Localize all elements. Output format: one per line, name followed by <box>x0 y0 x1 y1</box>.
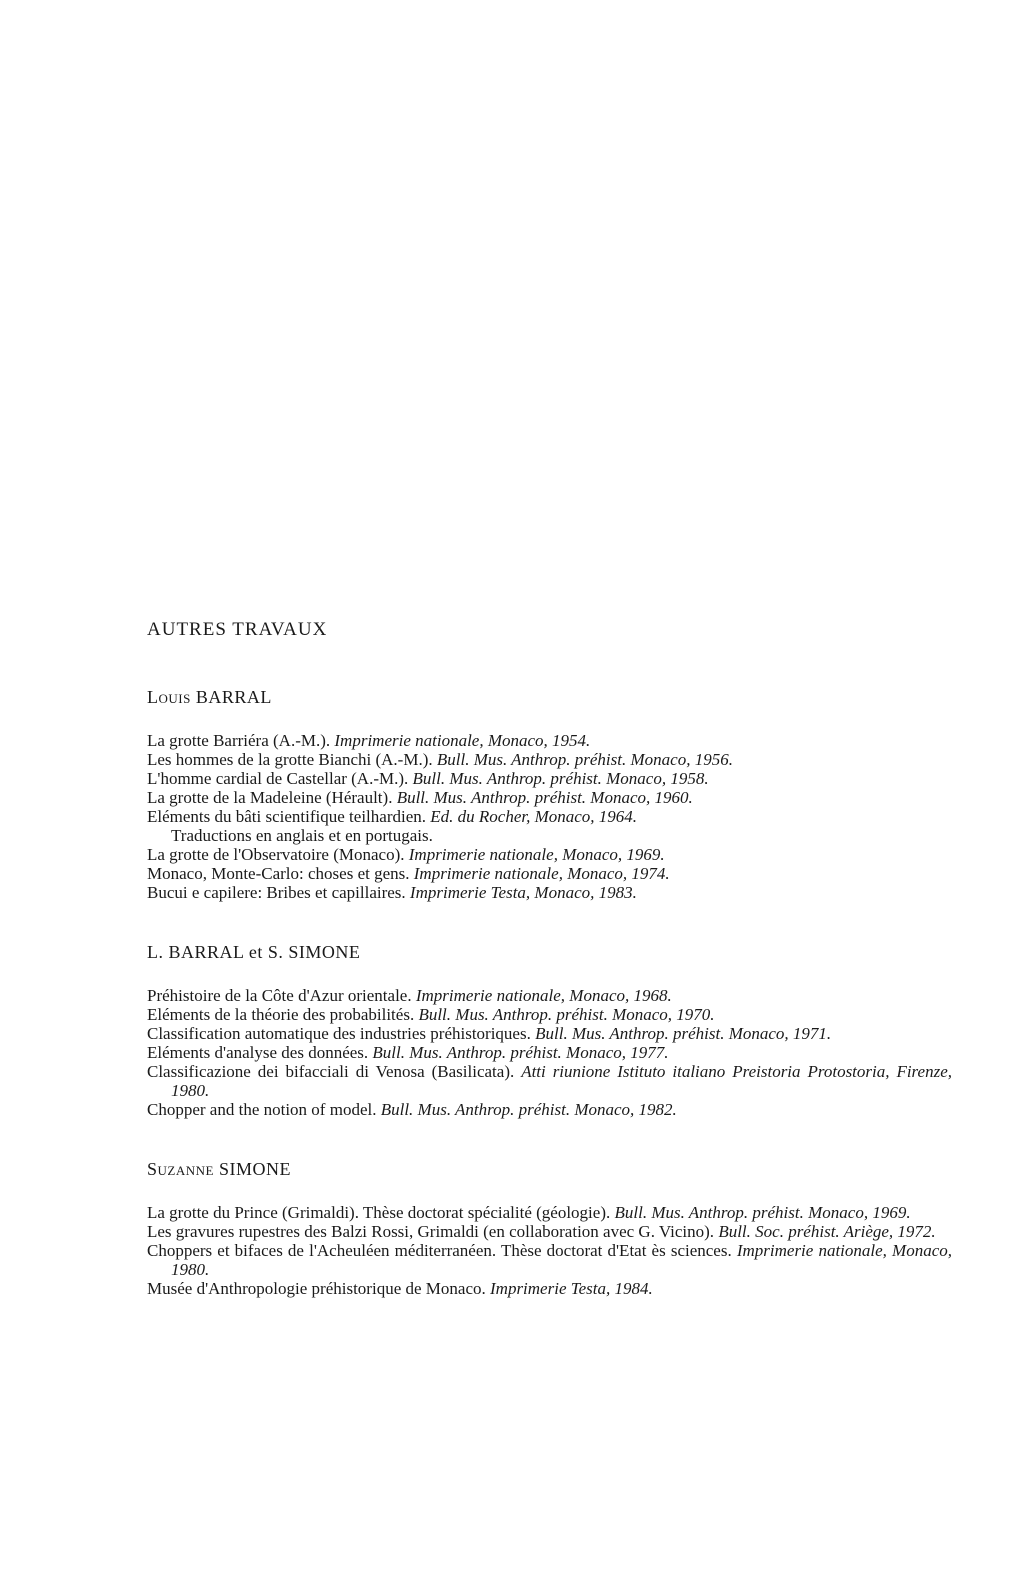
entry-publication: Bull. Mus. Anthrop. préhist. Monaco, 1956. <box>436 750 733 769</box>
bibliography-entry <box>147 1043 952 1062</box>
bibliography-entry <box>147 883 952 902</box>
bibliography-entry <box>147 750 952 769</box>
section-louis-barral <box>147 685 952 902</box>
bibliography-page <box>147 618 952 1336</box>
bibliography-entry <box>147 986 952 1005</box>
bibliography-entry <box>147 1024 952 1043</box>
author-first-name: Louis <box>147 687 191 707</box>
entry-title: Eléments du bâti scientifique teilhardien. <box>147 807 426 826</box>
entry-publication: Bull. Mus. Anthrop. préhist. Monaco, 1982. <box>380 1100 677 1119</box>
bibliography-entry <box>147 788 952 807</box>
entry-publication: Imprimerie nationale, Monaco, 1954. <box>334 731 591 750</box>
entry-publication: Imprimerie nationale, Monaco, 1968. <box>415 986 672 1005</box>
entry-publication: Ed. du Rocher, Monaco, 1964. <box>430 807 638 826</box>
entry-publication: Bull. Mus. Anthrop. préhist. Monaco, 1971. <box>535 1024 832 1043</box>
page-title: AUTRES TRAVAUX <box>147 619 328 640</box>
section-barral-simone <box>147 940 952 1119</box>
bibliography-entry <box>147 1100 952 1119</box>
bibliography-entry <box>147 1241 952 1279</box>
bibliography-entry <box>147 845 952 864</box>
entry-title: La grotte du Prince (Grimaldi). Thèse doctorat spécialité (géologie). <box>147 1203 611 1222</box>
entry-title: Monaco, Monte-Carlo: choses et gens. <box>147 864 410 883</box>
entry-publication: Atti riunione Istituto italiano Preistoria Protostoria, Firenze, 1980. <box>171 1062 952 1100</box>
entry-title: La grotte de la Madeleine (Hérault). <box>147 788 393 807</box>
entry-title: Classification automatique des industries préhistoriques. <box>147 1024 531 1043</box>
entry-title: Chopper and the notion of model. <box>147 1100 377 1119</box>
entry-publication: Imprimerie nationale, Monaco, 1969. <box>408 845 665 864</box>
entry-publication: Bull. Mus. Anthrop. préhist. Monaco, 1970. <box>418 1005 715 1024</box>
entry-publication: Bull. Mus. Anthrop. préhist. Monaco, 1977. <box>372 1043 669 1062</box>
bibliography-entry <box>147 807 952 826</box>
bibliography-entry <box>147 1203 952 1222</box>
entry-title: Eléments de la théorie des probabilités. <box>147 1005 415 1024</box>
author-last-name: SIMONE <box>218 1159 291 1179</box>
bibliography-entry <box>147 1062 952 1100</box>
entry-title: Classificazione dei bifacciali di Venosa (Basilicata). <box>147 1062 515 1081</box>
entry-publication: Imprimerie nationale, Monaco, 1974. <box>413 864 670 883</box>
entry-title: Musée d'Anthropologie préhistorique de Monaco. <box>147 1279 486 1298</box>
bibliography-entry <box>147 864 952 883</box>
author-first-name: Suzanne <box>147 1159 214 1179</box>
entry-title: Préhistoire de la Côte d'Azur orientale. <box>147 986 412 1005</box>
entry-title: Les gravures rupestres des Balzi Rossi, Grimaldi (en collaboration avec G. Vicino). <box>147 1222 715 1241</box>
entry-publication: Bull. Mus. Anthrop. préhist. Monaco, 1958. <box>412 769 709 788</box>
section-suzanne-simone <box>147 1157 952 1298</box>
author-heading: L. BARRAL et S. SIMONE <box>147 942 361 962</box>
author-heading <box>147 1157 952 1181</box>
author-heading <box>147 685 952 709</box>
entry-publication: Bull. Soc. préhist. Ariège, 1972. <box>718 1222 936 1241</box>
entry-title: La grotte Barriéra (A.-M.). <box>147 731 331 750</box>
entry-publication: Bull. Mus. Anthrop. préhist. Monaco, 1960. <box>396 788 693 807</box>
entry-note: Traductions en anglais et en portugais. <box>171 826 433 845</box>
bibliography-entry <box>147 731 952 750</box>
entry-title: L'homme cardial de Castellar (A.-M.). <box>147 769 409 788</box>
entry-publication: Imprimerie nationale, Monaco, 1980. <box>171 1241 952 1279</box>
entry-title: Les hommes de la grotte Bianchi (A.-M.). <box>147 750 433 769</box>
bibliography-entry <box>147 769 952 788</box>
entry-publication: Bull. Mus. Anthrop. préhist. Monaco, 1969. <box>614 1203 911 1222</box>
bibliography-entry <box>147 1279 952 1298</box>
entry-title: Eléments d'analyse des données. <box>147 1043 369 1062</box>
entry-publication: Imprimerie Testa, Monaco, 1983. <box>409 883 637 902</box>
author-last-name: BARRAL <box>195 687 272 707</box>
bibliography-entry <box>147 1005 952 1024</box>
entry-title: La grotte de l'Observatoire (Monaco). <box>147 845 405 864</box>
entry-title: Bucui e capilere: Bribes et capillaires. <box>147 883 406 902</box>
bibliography-entry <box>147 1222 952 1241</box>
entry-publication: Imprimerie Testa, 1984. <box>490 1279 653 1298</box>
entry-title: Choppers et bifaces de l'Acheuléen méditerranéen. Thèse doctorat d'Etat ès sciences. <box>147 1241 732 1260</box>
